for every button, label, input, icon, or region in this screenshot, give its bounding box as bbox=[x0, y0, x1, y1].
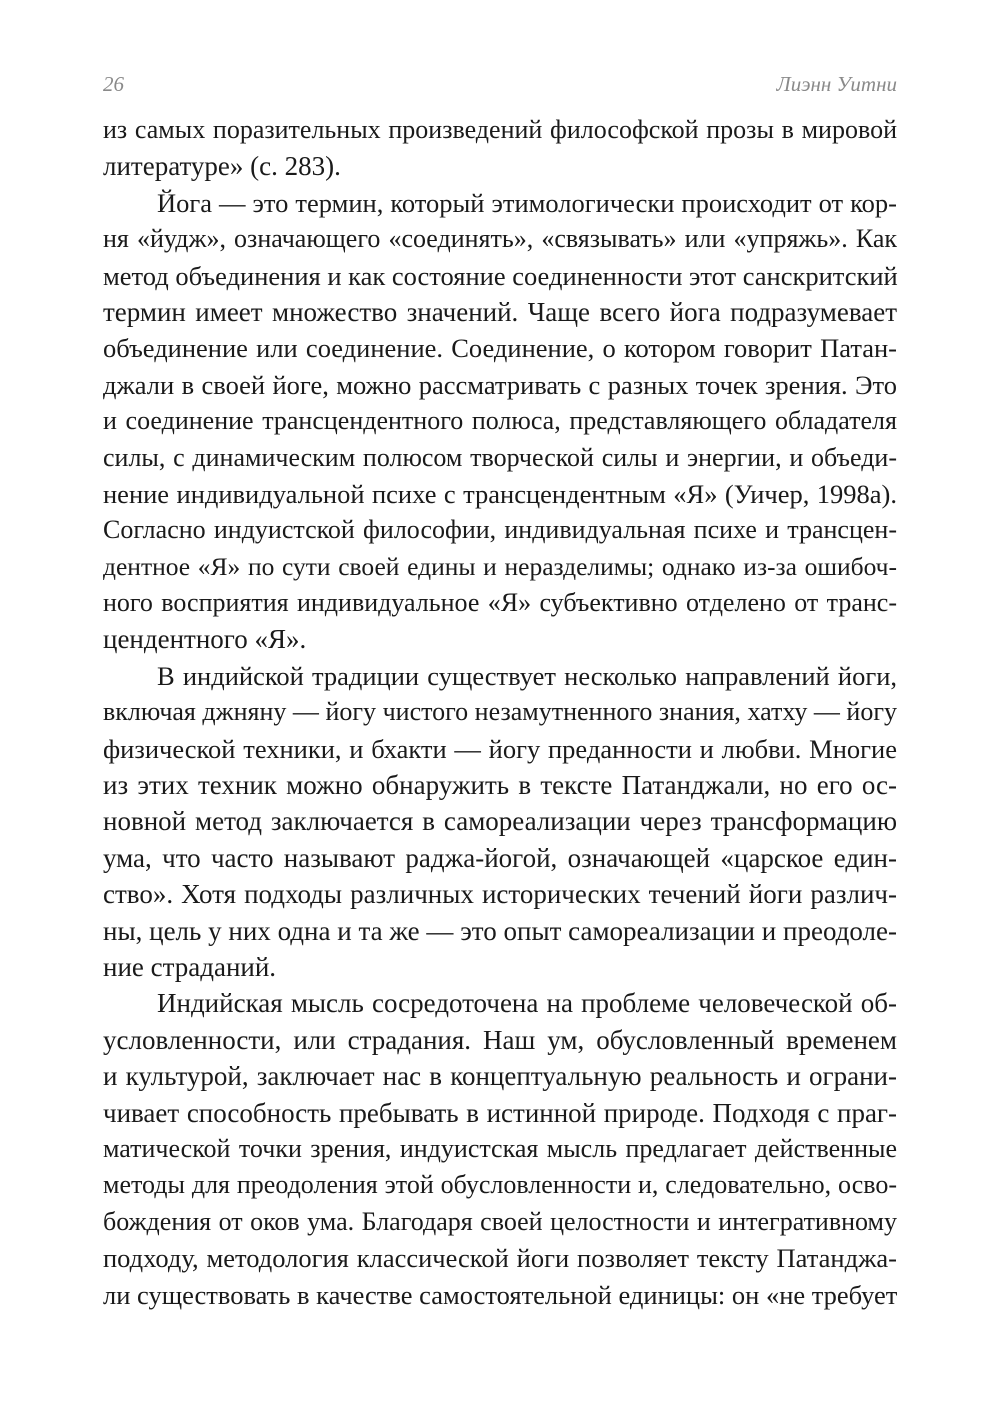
text-line: Согласно индуистской философии, индивидуальная психе и трансцен- bbox=[103, 515, 897, 545]
text-line: литературе» (с. 283). bbox=[103, 151, 341, 182]
text-line: метод объединения и как состояние соединенности этот санскритский bbox=[103, 260, 898, 291]
paragraph bbox=[103, 658, 897, 986]
text-line: физической техники, и бхакти — йогу преданности и любви. Многие bbox=[103, 733, 897, 764]
text-line: ние страданий. bbox=[103, 951, 277, 982]
text-line: и культурой, заключает нас в концептуальную реальность и ограни- bbox=[103, 1061, 897, 1092]
text-line: дентное «Я» по сути своей едины и неразделимы; однако из-за ошибоч- bbox=[103, 551, 897, 581]
text-line: ство». Хотя подходы различных исторических течений йоги различ- bbox=[103, 879, 897, 910]
text-line: ного восприятия индивидуальное «Я» субъективно отделено от транс- bbox=[103, 588, 897, 618]
paragraph bbox=[103, 112, 897, 185]
text-line: термин имеет множество значений. Чаще всего йога подразумевает bbox=[103, 296, 897, 327]
text-line: ны, цель у них одна и та же — это опыт самореализации и преодоле- bbox=[103, 915, 897, 946]
text-line: Индийская мысль сосредоточена на проблеме человеческой об- bbox=[157, 988, 897, 1019]
text-line: В индийской традиции существует несколько направлений йоги, bbox=[157, 660, 897, 691]
text-line: матической точки зрения, индуистская мысль предлагает действенные bbox=[103, 1133, 897, 1163]
text-line: силы, с динамическим полюсом творческой силы и энергии, и объеди- bbox=[103, 442, 897, 472]
text-line: условленности, или страдания. Наш ум, обусловленный временем bbox=[103, 1024, 897, 1055]
text-line: из самых поразительных произведений философской прозы в мировой bbox=[103, 115, 897, 144]
text-line: и соединение трансцендентного полюса, представляющего обладателя bbox=[103, 406, 897, 436]
text-line: объединение или соединение. Соединение, о котором говорит Патан- bbox=[103, 333, 897, 364]
text-line: чивает способность пребывать в истинной природе. Подходя с праг- bbox=[103, 1097, 897, 1128]
text-line: из этих техник можно обнаружить в тексте Патанджали, но его ос- bbox=[103, 770, 897, 801]
text-line: подходу, методология классической йоги позволяет тексту Патанджа- bbox=[103, 1243, 897, 1274]
text-line: джали в своей йоге, можно рассматривать с разных точек зрения. Это bbox=[103, 369, 897, 400]
text-line: цендентного «Я». bbox=[103, 624, 307, 655]
running-head bbox=[103, 72, 897, 102]
text-line: бождения от оков ума. Благодаря своей целостности и интегративному bbox=[103, 1206, 897, 1236]
text-line: методы для преодоления этой обусловленности и, следовательно, осво- bbox=[103, 1170, 897, 1200]
text-line: включая джняну — йогу чистого незамутненного знания, хатху — йогу bbox=[103, 697, 897, 727]
paragraph bbox=[103, 185, 897, 658]
text-line: Йога — это термин, который этимологически происходит от кор- bbox=[157, 187, 897, 218]
text-line: ли существовать в качестве самостоятельной единицы: он «не требует bbox=[103, 1279, 898, 1310]
text-line: ня «йудж», означающего «соединять», «связывать» или «упряжь». Как bbox=[103, 224, 897, 254]
text-line: новной метод заключается в самореализации через трансформацию bbox=[103, 806, 897, 837]
text-line: нение индивидуальной психе с трансцендентным «Я» (Уичер, 1998a). bbox=[103, 478, 897, 509]
page-number: 26 bbox=[103, 72, 124, 96]
paragraph bbox=[103, 985, 897, 1313]
text-line: ума, что часто называют раджа-йогой, означающей «царское един- bbox=[103, 842, 897, 873]
running-head-author: Лиэнн Уитни bbox=[776, 72, 897, 96]
body-text bbox=[103, 112, 897, 1313]
